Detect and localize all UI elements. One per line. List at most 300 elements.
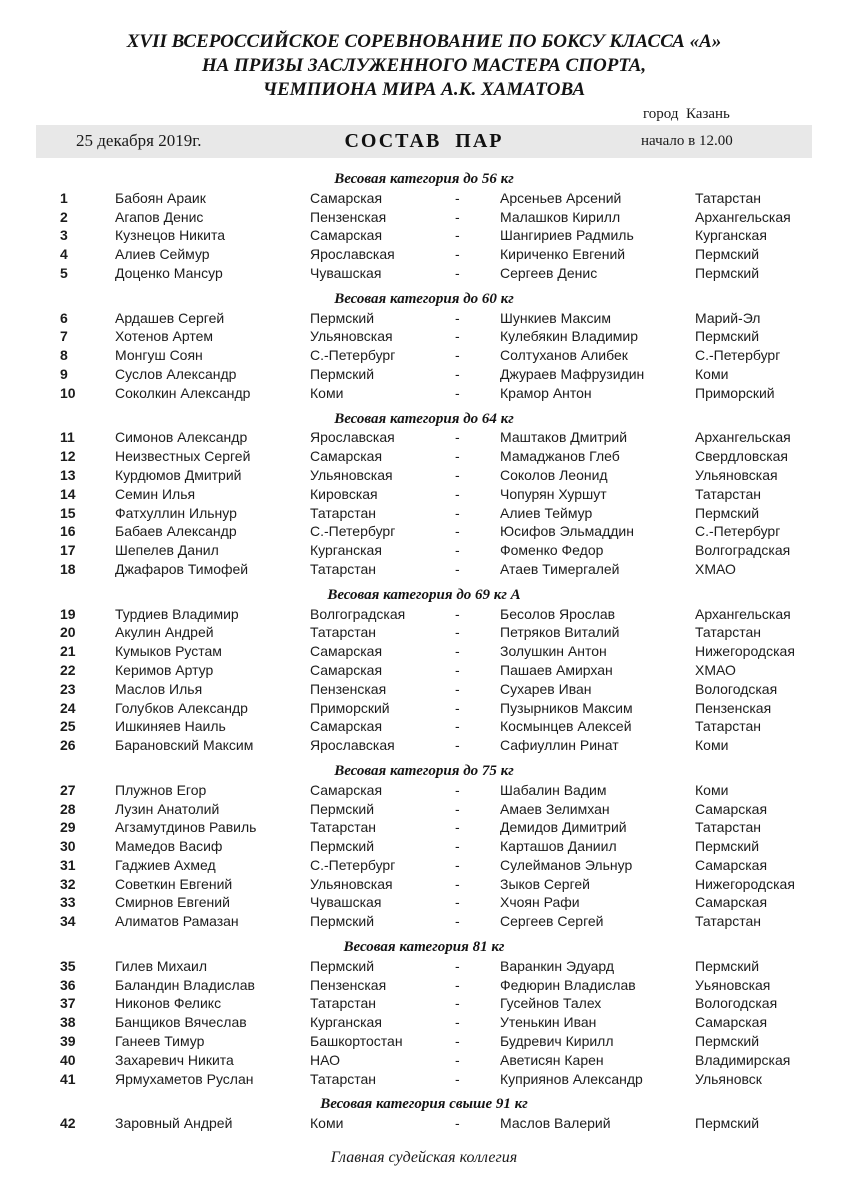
boxer2-name: Шункиев Максим <box>500 309 611 326</box>
boxer2-region: Пензенская <box>695 699 772 716</box>
boxer2-name: Фоменко Федор <box>500 542 604 559</box>
boxer1-name: Гаджиев Ахмед <box>115 856 216 873</box>
pair-separator: - <box>455 328 460 345</box>
pair-number: 10 <box>60 384 76 401</box>
pair-row <box>0 680 848 699</box>
boxer1-region: Пензенская <box>310 208 387 225</box>
pair-row <box>0 365 848 384</box>
boxer2-region: Уьяновская <box>695 976 771 993</box>
pair-row <box>0 994 848 1013</box>
boxer1-region: Приморский <box>310 699 390 716</box>
pair-row <box>0 384 848 403</box>
pair-separator: - <box>455 1051 460 1068</box>
pair-separator: - <box>455 429 460 446</box>
boxer2-region: Пермский <box>695 246 760 263</box>
pair-row <box>0 800 848 819</box>
pair-row <box>0 875 848 894</box>
boxer2-name: Демидов Димитрий <box>500 819 627 836</box>
pair-row <box>0 208 848 227</box>
pair-number: 21 <box>60 643 76 660</box>
boxer2-region: Курганская <box>695 227 767 244</box>
pair-separator: - <box>455 227 460 244</box>
boxer2-name: Чопурян Хуршут <box>500 485 607 502</box>
pair-separator: - <box>455 838 460 855</box>
pair-row <box>0 856 848 875</box>
pair-row <box>0 605 848 624</box>
boxer1-region: НАО <box>310 1051 341 1068</box>
boxer1-name: Хотенов Артем <box>115 328 214 345</box>
pair-row <box>0 522 848 541</box>
pair-row <box>0 245 848 264</box>
boxer2-name: Малашков Кирилл <box>500 208 621 225</box>
pair-separator: - <box>455 365 460 382</box>
pair-row <box>0 699 848 718</box>
boxer2-region: С.-Петербург <box>695 347 781 364</box>
pair-row <box>0 1013 848 1032</box>
boxer1-name: Ярмухаметов Руслан <box>115 1070 254 1087</box>
boxer2-name: Алиев Теймур <box>500 504 593 521</box>
boxer2-region: Пермский <box>695 328 760 345</box>
boxer2-region: Татарстан <box>695 189 762 206</box>
boxer2-name: Сулейманов Эльнур <box>500 856 633 873</box>
pair-number: 11 <box>60 429 75 446</box>
pair-row <box>0 504 848 523</box>
boxer2-region: Пермский <box>695 1115 760 1132</box>
boxer1-region: Татарстан <box>310 560 377 577</box>
boxer1-region: Коми <box>310 1115 344 1132</box>
boxer2-name: Мамаджанов Глеб <box>500 448 620 465</box>
boxer1-region: Самарская <box>310 189 383 206</box>
footer-signature: Главная судейская коллегия <box>330 1149 518 1167</box>
boxer1-region: Татарстан <box>310 624 377 641</box>
pair-separator: - <box>455 875 460 892</box>
pair-number: 27 <box>60 781 76 798</box>
pair-separator: - <box>455 699 460 716</box>
pair-row <box>0 976 848 995</box>
boxer1-name: Фатхуллин Ильнур <box>115 504 237 521</box>
pair-separator: - <box>455 448 460 465</box>
boxer1-region: Волгоградская <box>310 605 406 622</box>
boxer1-name: Ганеев Тимур <box>115 1033 205 1050</box>
boxer2-region: Приморский <box>695 384 775 401</box>
boxer2-region: ХМАО <box>695 661 736 678</box>
date-label: 25 декабря 2019г. <box>76 131 202 150</box>
boxer2-name: Сафиуллин Ринат <box>500 737 619 754</box>
category-block <box>0 938 848 1088</box>
boxer2-name: Сухарев Иван <box>500 680 592 697</box>
pair-number: 9 <box>60 365 68 382</box>
pair-separator: - <box>455 309 460 326</box>
pair-separator: - <box>455 189 460 206</box>
boxer2-name: Арсеньев Арсений <box>500 189 622 206</box>
boxer1-name: Кумыков Рустам <box>115 643 222 660</box>
boxer1-name: Мамедов Васиф <box>115 838 223 855</box>
boxer2-name: Кириченко Евгений <box>500 246 626 263</box>
category-block <box>0 1095 848 1133</box>
pair-separator: - <box>455 661 460 678</box>
pair-number: 36 <box>60 976 76 993</box>
pair-separator: - <box>455 680 460 697</box>
pair-separator: - <box>455 560 460 577</box>
competition-title-line-1: XVII ВСЕРОССИЙСКОЕ СОРЕВНОВАНИЕ ПО БОКСУ КЛАССА «А» <box>126 31 722 52</box>
pair-row <box>0 226 848 245</box>
boxer1-name: Ардашев Сергей <box>115 309 225 326</box>
pairs-table <box>0 170 848 1133</box>
boxer1-name: Заровный Андрей <box>115 1115 233 1132</box>
boxer1-region: Коми <box>310 384 344 401</box>
boxer1-region: Пензенская <box>310 976 387 993</box>
boxer2-region: Вологодская <box>695 680 778 697</box>
boxer1-region: Пермский <box>310 800 375 817</box>
category-block <box>0 410 848 579</box>
pair-row <box>0 485 848 504</box>
pair-number: 4 <box>60 246 68 263</box>
boxer1-region: Самарская <box>310 227 383 244</box>
pair-number: 14 <box>60 485 76 502</box>
boxer2-name: Хчоян Рафи <box>500 894 580 911</box>
pair-number: 29 <box>60 819 76 836</box>
boxer2-region: Нижегородская <box>695 875 795 892</box>
boxer2-name: Гусейнов Талех <box>500 995 602 1012</box>
pair-number: 41 <box>60 1070 76 1087</box>
boxer2-region: Коми <box>695 781 729 798</box>
pair-number: 38 <box>60 1014 76 1031</box>
boxer2-name: Крамор Антон <box>500 384 592 401</box>
pair-separator: - <box>455 1014 460 1031</box>
pair-separator: - <box>455 347 460 364</box>
pair-number: 37 <box>60 995 76 1012</box>
boxer2-name: Варанкин Эдуард <box>500 957 615 974</box>
boxer2-name: Аветисян Карен <box>500 1051 604 1068</box>
boxer1-name: Баландин Владислав <box>115 976 255 993</box>
pair-separator: - <box>455 800 460 817</box>
boxer2-region: Ульяновск <box>695 1070 762 1087</box>
pair-number: 5 <box>60 264 68 281</box>
boxer1-region: Пензенская <box>310 680 387 697</box>
boxer1-region: Башкортостан <box>310 1033 403 1050</box>
pair-row <box>0 189 848 208</box>
boxer1-region: Ульяновская <box>310 875 393 892</box>
pair-separator: - <box>455 605 460 622</box>
pair-row <box>0 309 848 328</box>
pair-number: 24 <box>60 699 76 716</box>
boxer1-name: Никонов Феликс <box>115 995 222 1012</box>
boxer1-name: Агапов Денис <box>115 208 204 225</box>
boxer1-region: С.-Петербург <box>310 347 396 364</box>
boxer2-name: Петряков Виталий <box>500 624 620 641</box>
boxer2-region: Архангельская <box>695 208 791 225</box>
pair-row <box>0 346 848 365</box>
boxer1-name: Гилев Михаил <box>115 957 207 974</box>
pair-row <box>0 623 848 642</box>
boxer1-name: Смирнов Евгений <box>115 894 230 911</box>
boxer2-region: Владимирская <box>695 1051 791 1068</box>
boxer2-region: Татарстан <box>695 718 762 735</box>
competition-title-line-2: НА ПРИЗЫ ЗАСЛУЖЕННОГО МАСТЕРА СПОРТА, <box>201 55 647 76</box>
pair-row <box>0 642 848 661</box>
boxer1-region: Пермский <box>310 309 375 326</box>
pair-separator: - <box>455 246 460 263</box>
boxer1-region: С.-Петербург <box>310 856 396 873</box>
boxer1-region: Кировская <box>310 485 378 502</box>
boxer2-name: Федюрин Владислав <box>500 976 636 993</box>
pair-separator: - <box>455 1115 460 1132</box>
pair-number: 26 <box>60 737 76 754</box>
boxer2-region: Нижегородская <box>695 643 795 660</box>
pair-separator: - <box>455 264 460 281</box>
boxer1-name: Ишкиняев Наиль <box>115 718 226 735</box>
boxer1-region: Татарстан <box>310 995 377 1012</box>
pair-row <box>0 560 848 579</box>
pair-separator: - <box>455 718 460 735</box>
boxer1-name: Неизвестных Сергей <box>115 448 251 465</box>
document-title: СОСТАВ ПАР <box>344 130 504 152</box>
boxer1-region: Пермский <box>310 838 375 855</box>
boxer2-region: Татарстан <box>695 819 762 836</box>
boxer1-name: Лузин Анатолий <box>115 800 220 817</box>
boxer1-region: Ульяновская <box>310 328 393 345</box>
boxer1-name: Монгуш Соян <box>115 347 203 364</box>
boxer2-name: Шабалин Вадим <box>500 781 607 798</box>
boxer1-region: Чувашская <box>310 894 382 911</box>
pair-separator: - <box>455 485 460 502</box>
boxer1-name: Соколкин Александр <box>115 384 251 401</box>
pair-row <box>0 893 848 912</box>
boxer2-name: Солтуханов Алибек <box>500 347 628 364</box>
boxer2-region: Архангельская <box>695 429 791 446</box>
boxer1-region: Самарская <box>310 643 383 660</box>
boxer2-region: Коми <box>695 737 729 754</box>
pair-number: 40 <box>60 1051 76 1068</box>
boxer1-name: Барановский Максим <box>115 737 254 754</box>
pair-number: 39 <box>60 1033 76 1050</box>
boxer1-region: Татарстан <box>310 819 377 836</box>
boxer1-name: Советкин Евгений <box>115 875 233 892</box>
boxer1-name: Кузнецов Никита <box>115 227 225 244</box>
boxer2-name: Джураев Мафрузидин <box>500 365 645 382</box>
pair-number: 8 <box>60 347 68 364</box>
pair-separator: - <box>455 894 460 911</box>
boxer1-region: Ульяновская <box>310 466 393 483</box>
pair-number: 35 <box>60 957 76 974</box>
boxer2-name: Утенькин Иван <box>500 1014 597 1031</box>
boxer1-name: Захаревич Никита <box>115 1051 234 1068</box>
pair-separator: - <box>455 976 460 993</box>
pair-separator: - <box>455 856 460 873</box>
boxer1-name: Плужнов Егор <box>115 781 207 798</box>
boxer1-name: Суслов Александр <box>115 365 237 382</box>
pair-number: 30 <box>60 838 76 855</box>
boxer1-name: Маслов Илья <box>115 680 203 697</box>
boxer2-name: Маштаков Дмитрий <box>500 429 628 446</box>
boxer1-region: Ярославская <box>310 429 395 446</box>
pair-number: 33 <box>60 894 76 911</box>
pair-row <box>0 818 848 837</box>
boxer1-name: Бабаев Александр <box>115 523 237 540</box>
pair-row <box>0 957 848 976</box>
pair-number: 18 <box>60 560 76 577</box>
category-block <box>0 290 848 403</box>
pair-separator: - <box>455 957 460 974</box>
boxer2-name: Сергеев Сергей <box>500 913 604 930</box>
category-header: Весовая категория до 64 кг <box>334 410 514 427</box>
boxer1-region: Пермский <box>310 365 375 382</box>
boxer2-region: Пермский <box>695 504 760 521</box>
pair-separator: - <box>455 1033 460 1050</box>
boxer1-name: Керимов Артур <box>115 661 214 678</box>
pair-separator: - <box>455 208 460 225</box>
boxer1-name: Турдиев Владимир <box>115 605 239 622</box>
pair-row <box>0 1032 848 1051</box>
boxer1-name: Доценко Мансур <box>115 264 223 281</box>
boxer2-region: Татарстан <box>695 913 762 930</box>
boxer1-region: Самарская <box>310 448 383 465</box>
boxer2-name: Кулебякин Владимир <box>500 328 639 345</box>
pair-number: 12 <box>60 448 76 465</box>
competition-title-line-3: ЧЕМПИОНА МИРА А.К. ХАМАТОВА <box>262 79 586 100</box>
boxer2-region: Волгоградская <box>695 542 791 559</box>
boxer2-name: Будревич Кирилл <box>500 1033 614 1050</box>
pair-number: 2 <box>60 208 68 225</box>
pair-number: 22 <box>60 661 76 678</box>
pair-row <box>0 1114 848 1133</box>
pair-separator: - <box>455 542 460 559</box>
boxer2-region: Самарская <box>695 856 768 873</box>
boxer1-region: Ярославская <box>310 737 395 754</box>
boxer1-region: Пермский <box>310 913 375 930</box>
pair-row <box>0 327 848 346</box>
boxer1-name: Курдюмов Дмитрий <box>115 466 242 483</box>
boxer1-name: Бабоян Араик <box>115 189 206 206</box>
boxer2-region: Татарстан <box>695 624 762 641</box>
pair-separator: - <box>455 995 460 1012</box>
boxer2-region: Архангельская <box>695 605 791 622</box>
boxer2-name: Зыков Сергей <box>500 875 591 892</box>
pair-number: 31 <box>60 856 76 873</box>
boxer2-region: Пермский <box>695 838 760 855</box>
pair-number: 16 <box>60 523 76 540</box>
boxer2-region: Коми <box>695 365 729 382</box>
pair-number: 23 <box>60 680 76 697</box>
start-time-label: начало в 12.00 <box>641 133 733 149</box>
boxer2-name: Космынцев Алексей <box>500 718 632 735</box>
boxer1-name: Шепелев Данил <box>115 542 219 559</box>
boxer1-region: Чувашская <box>310 264 382 281</box>
pair-row <box>0 541 848 560</box>
boxer2-region: Свердловская <box>695 448 789 465</box>
boxer2-region: Татарстан <box>695 485 762 502</box>
category-block <box>0 170 848 283</box>
pair-separator: - <box>455 624 460 641</box>
pair-row <box>0 661 848 680</box>
boxer1-region: Самарская <box>310 781 383 798</box>
pair-number: 6 <box>60 309 68 326</box>
boxer2-name: Золушкин Антон <box>500 643 607 660</box>
pair-separator: - <box>455 819 460 836</box>
boxer2-region: С.-Петербург <box>695 523 781 540</box>
pair-number: 7 <box>60 328 68 345</box>
boxer2-region: Самарская <box>695 800 768 817</box>
pair-row <box>0 264 848 283</box>
boxer1-name: Агзамутдинов Равиль <box>115 819 257 836</box>
pair-row <box>0 1051 848 1070</box>
pair-row <box>0 912 848 931</box>
pair-separator: - <box>455 781 460 798</box>
boxer2-region: Ульяновская <box>695 466 778 483</box>
pair-number: 17 <box>60 542 76 559</box>
boxer2-region: Пермский <box>695 264 760 281</box>
pair-number: 32 <box>60 875 76 892</box>
pair-separator: - <box>455 523 460 540</box>
boxer1-region: Ярославская <box>310 246 395 263</box>
boxer2-region: Марий-Эл <box>695 309 761 326</box>
boxer1-name: Джафаров Тимофей <box>115 560 249 577</box>
pair-number: 13 <box>60 466 76 483</box>
boxer1-region: Татарстан <box>310 504 377 521</box>
pair-number: 15 <box>60 504 76 521</box>
boxer2-name: Атаев Тимергалей <box>500 560 620 577</box>
category-header: Весовая категория свыше 91 кг <box>320 1096 528 1113</box>
boxer1-name: Акулин Андрей <box>115 624 214 641</box>
pair-number: 42 <box>60 1115 76 1132</box>
category-header: Весовая категория 81 кг <box>343 939 505 956</box>
boxer2-region: Пермский <box>695 1033 760 1050</box>
boxer1-region: Курганская <box>310 542 382 559</box>
category-header: Весовая категория до 69 кг А <box>327 586 521 603</box>
boxer2-name: Карташов Даниил <box>500 838 617 855</box>
pair-number: 25 <box>60 718 76 735</box>
boxer2-name: Амаев Зелимхан <box>500 800 610 817</box>
pair-separator: - <box>455 913 460 930</box>
pair-row <box>0 447 848 466</box>
pair-row <box>0 736 848 755</box>
pair-number: 19 <box>60 605 76 622</box>
boxer1-name: Семин Илья <box>115 485 196 502</box>
boxer1-name: Алиматов Рамазан <box>115 913 239 930</box>
category-block <box>0 762 848 931</box>
boxer2-name: Шангириев Радмиль <box>500 227 634 244</box>
pair-number: 28 <box>60 800 76 817</box>
category-header: Весовая категория до 56 кг <box>334 171 514 187</box>
pair-number: 20 <box>60 624 76 641</box>
boxer2-name: Пузырников Максим <box>500 699 633 716</box>
category-header: Весовая категория до 60 кг <box>334 290 514 307</box>
boxer1-region: Татарстан <box>310 1070 377 1087</box>
pair-number: 1 <box>60 189 68 206</box>
category-header: Весовая категория до 75 кг <box>334 762 514 779</box>
boxer2-region: Самарская <box>695 894 768 911</box>
boxer2-region: Пермский <box>695 957 760 974</box>
pair-number: 34 <box>60 913 76 930</box>
boxer1-region: Курганская <box>310 1014 382 1031</box>
boxer2-region: ХМАО <box>695 560 736 577</box>
boxer1-name: Алиев Сеймур <box>115 246 210 263</box>
boxer1-region: С.-Петербург <box>310 523 396 540</box>
pair-separator: - <box>455 384 460 401</box>
boxer2-name: Маслов Валерий <box>500 1115 611 1132</box>
pair-row <box>0 717 848 736</box>
category-block <box>0 586 848 755</box>
pair-separator: - <box>455 737 460 754</box>
pair-separator: - <box>455 643 460 660</box>
boxer2-name: Юсифов Эльмаддин <box>500 523 634 540</box>
pair-row <box>0 428 848 447</box>
boxer1-name: Голубков Александр <box>115 699 248 716</box>
pair-row <box>0 466 848 485</box>
boxer2-region: Самарская <box>695 1014 768 1031</box>
city-label: город Казань <box>643 106 730 122</box>
boxer2-name: Куприянов Александр <box>500 1070 643 1087</box>
